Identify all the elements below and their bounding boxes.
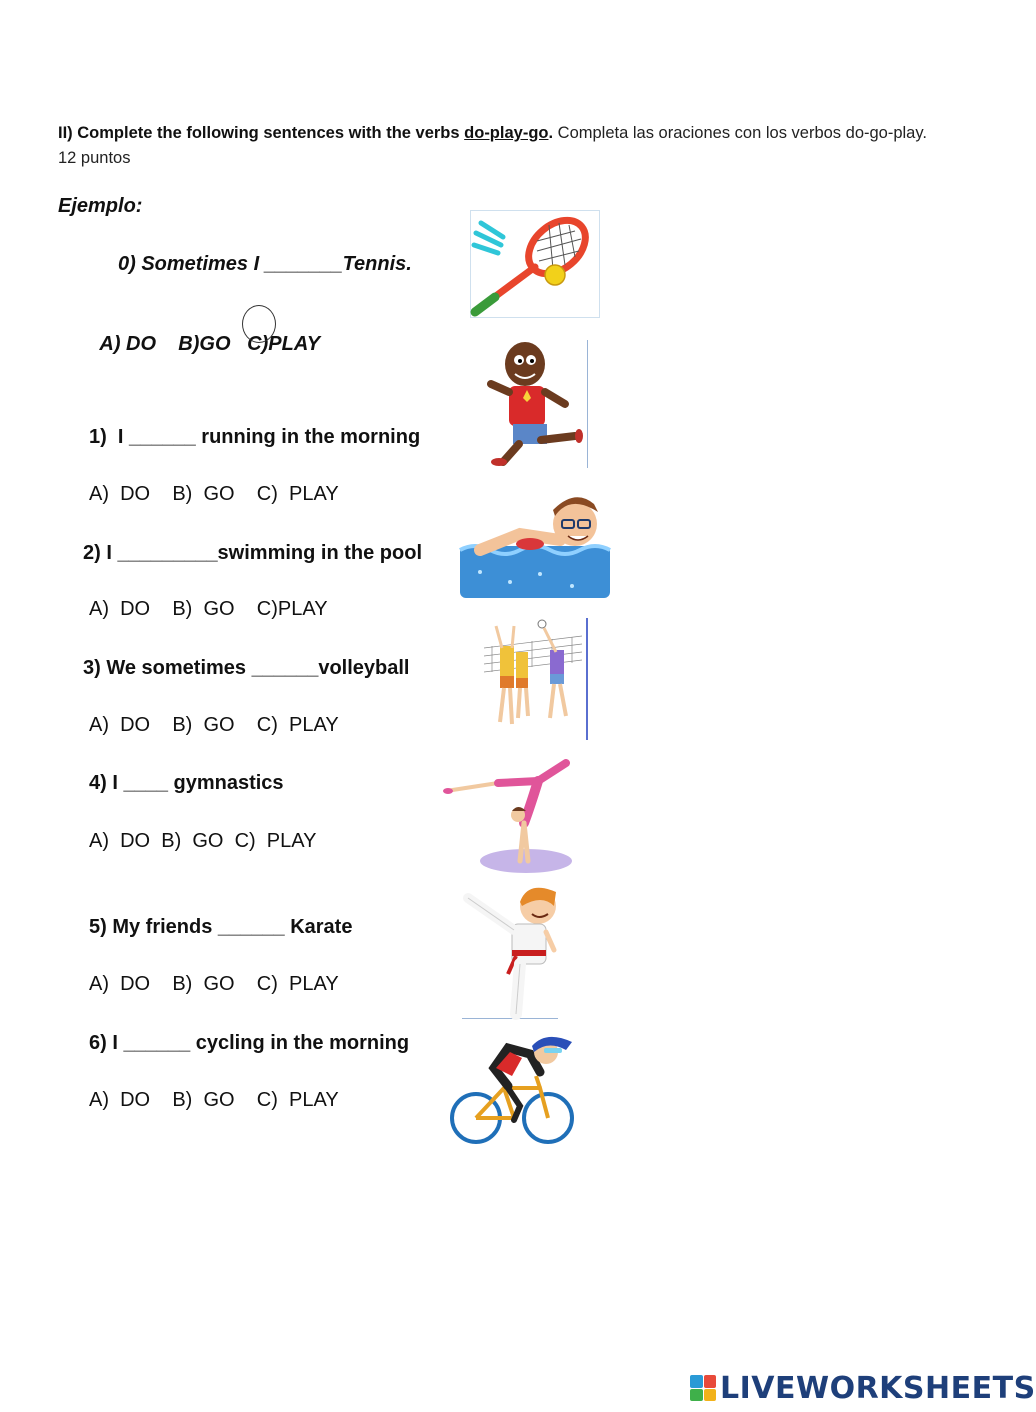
question-6-options[interactable]: A) DO B) GO C) PLAY [89,1089,339,1111]
question-4: 4) I ____ gymnastics [89,772,284,794]
instructions-bold: II) Complete the following sentences with the verbs [58,124,465,142]
liveworksheets-logo [690,1372,1036,1404]
volleyball-players-image [482,618,588,740]
cyclist-image [448,1028,576,1146]
example-options: A) DO B)GO C)PLAY [99,333,321,355]
example-answer-circle [242,305,276,343]
example-heading: Ejemplo: [58,195,143,217]
swimming-boy-image [460,494,610,598]
gymnast-image [442,757,572,875]
instructions: II) Complete the following sentences with the verbs do-play-go. Completa las oraciones con los verbos do-go-play. 12 puntos [58,124,927,167]
question-2-options[interactable]: A) DO B) GO C)PLAY [89,598,328,620]
question-5-options[interactable]: A) DO B) GO C) PLAY [89,973,339,995]
example-option-a[interactable]: A) DO [99,333,157,355]
question-3-options[interactable]: A) DO B) GO C) PLAY [89,714,339,736]
instructions-spanish: Completa las oraciones con los verbos do-go-play. 12 puntos [58,124,927,167]
question-1-options[interactable]: A) DO B) GO C) PLAY [89,483,339,505]
tennis-racket-image [470,210,600,318]
running-boy-image [485,340,588,468]
example-question: 0) Sometimes I _______Tennis. [118,253,412,275]
question-3: 3) We sometimes ______volleyball [83,657,410,679]
question-5: 5) My friends ______ Karate [89,916,353,938]
example-option-b[interactable]: B)GO [178,333,231,355]
question-6: 6) I ______ cycling in the morning [89,1032,410,1054]
example-option-c[interactable]: C) [247,333,269,355]
question-1: 1) I ______ running in the morning [89,426,421,448]
instructions-verbs: do-play-go [464,124,549,142]
question-2: 2) I _________swimming in the pool [83,542,423,564]
liveworksheets-logo-icon [690,1375,716,1401]
liveworksheets-brand: LIVEWORKSHEETS [720,1370,1036,1406]
question-4-options[interactable]: A) DO B) GO C) PLAY [89,830,317,852]
karate-kid-image [462,880,558,1019]
